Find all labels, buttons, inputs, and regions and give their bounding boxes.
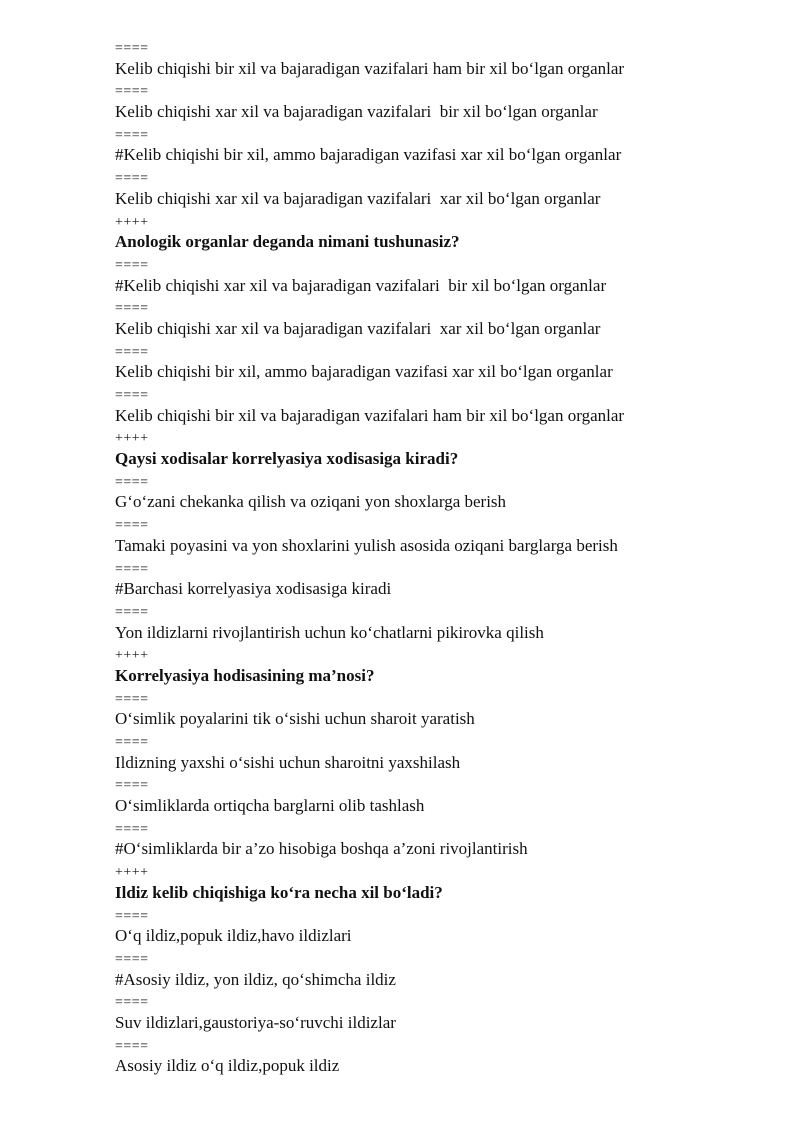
answer-option: Kelib chiqishi bir xil, ammo bajaradigan vazifasi xar xil bo‘lgan organlar <box>115 362 613 382</box>
question-text: Anologik organlar deganda nimani tushunasiz? <box>115 232 460 252</box>
separator-line: ==== <box>115 561 149 577</box>
separator-line: ==== <box>115 84 149 100</box>
separator-line: ==== <box>115 778 149 794</box>
answer-option: Kelib chiqishi bir xil va bajaradigan vazifalari ham bir xil bo‘lgan organlar <box>115 58 625 78</box>
separator-line: ==== <box>115 518 149 534</box>
answer-option: O‘simliklarda ortiqcha barglarni olib tashlash <box>115 796 425 816</box>
separator-line: ==== <box>115 257 149 273</box>
separator-line: ==== <box>115 995 149 1011</box>
answer-option: Kelib chiqishi xar xil va bajaradigan vazifalari xar xil bo‘lgan organlar <box>115 318 601 338</box>
separator-line: ==== <box>115 821 149 837</box>
answer-option: #O‘simliklarda bir a’zo hisobiga boshqa a’zoni rivojlantirish <box>115 839 528 859</box>
question-text: Qaysi xodisalar korrelyasiya xodisasiga kiradi? <box>115 449 459 469</box>
answer-option: Kelib chiqishi xar xil va bajaradigan vazifalari xar xil bo‘lgan organlar <box>115 188 601 208</box>
answer-option: #Kelib chiqishi bir xil, ammo bajaradigan vazifasi xar xil bo‘lgan organlar <box>115 145 622 165</box>
separator-line: ==== <box>115 474 149 490</box>
answer-option: O‘simlik poyalarini tik o‘sishi uchun sharoit yaratish <box>115 709 475 729</box>
document-page <box>115 36 775 1077</box>
answer-option: Yon ildizlarni rivojlantirish uchun ko‘chatlarni pikirovka qilish <box>115 622 544 642</box>
answer-option: Kelib chiqishi bir xil va bajaradigan vazifalari ham bir xil bo‘lgan organlar <box>115 405 625 425</box>
answer-option: G‘o‘zani chekanka qilish va oziqani yon shoxlarga berish <box>115 492 507 512</box>
separator-line: ==== <box>115 691 149 707</box>
answer-option: #Kelib chiqishi xar xil va bajaradigan vazifalari bir xil bo‘lgan organlar <box>115 275 607 295</box>
separator-line: ==== <box>115 604 149 620</box>
answer-option: #Asosiy ildiz, yon ildiz, qo‘shimcha ildiz <box>115 969 396 989</box>
separator-line: ==== <box>115 951 149 967</box>
answer-option: #Barchasi korrelyasiya xodisasiga kiradi <box>115 579 392 599</box>
separator-line: ++++ <box>115 214 149 230</box>
separator-line: ==== <box>115 344 149 360</box>
separator-line: ==== <box>115 171 149 187</box>
answer-option: Suv ildizlari,gaustoriya-so‘ruvchi ildizlar <box>115 1012 396 1032</box>
separator-line: ==== <box>115 301 149 317</box>
answer-option: Ildizning yaxshi o‘sishi uchun sharoitni yaxshilash <box>115 752 461 772</box>
answer-option: Asosiy ildiz o‘q ildiz,popuk ildiz <box>115 1056 340 1076</box>
separator-line: ++++ <box>115 648 149 664</box>
separator-line: ==== <box>115 735 149 750</box>
answer-option: Kelib chiqishi xar xil va bajaradigan vazifalari bir xil bo‘lgan organlar <box>115 102 598 122</box>
question-text: Korrelyasiya hodisasining ma’nosi? <box>115 665 375 685</box>
separator-line: ++++ <box>115 431 149 447</box>
separator-line: ==== <box>115 908 149 924</box>
separator-line: ==== <box>115 1038 149 1054</box>
answer-option: O‘q ildiz,popuk ildiz,havo ildizlari <box>115 926 352 946</box>
question-text: Ildiz kelib chiqishiga ko‘ra necha xil bo‘ladi? <box>115 882 443 902</box>
separator-line: ==== <box>115 41 149 56</box>
answer-option: Tamaki poyasini va yon shoxlarini yulish asosida oziqani barglarga berish <box>115 535 618 555</box>
separator-line: ==== <box>115 388 149 403</box>
separator-line: ++++ <box>115 865 149 881</box>
separator-line: ==== <box>115 127 149 143</box>
